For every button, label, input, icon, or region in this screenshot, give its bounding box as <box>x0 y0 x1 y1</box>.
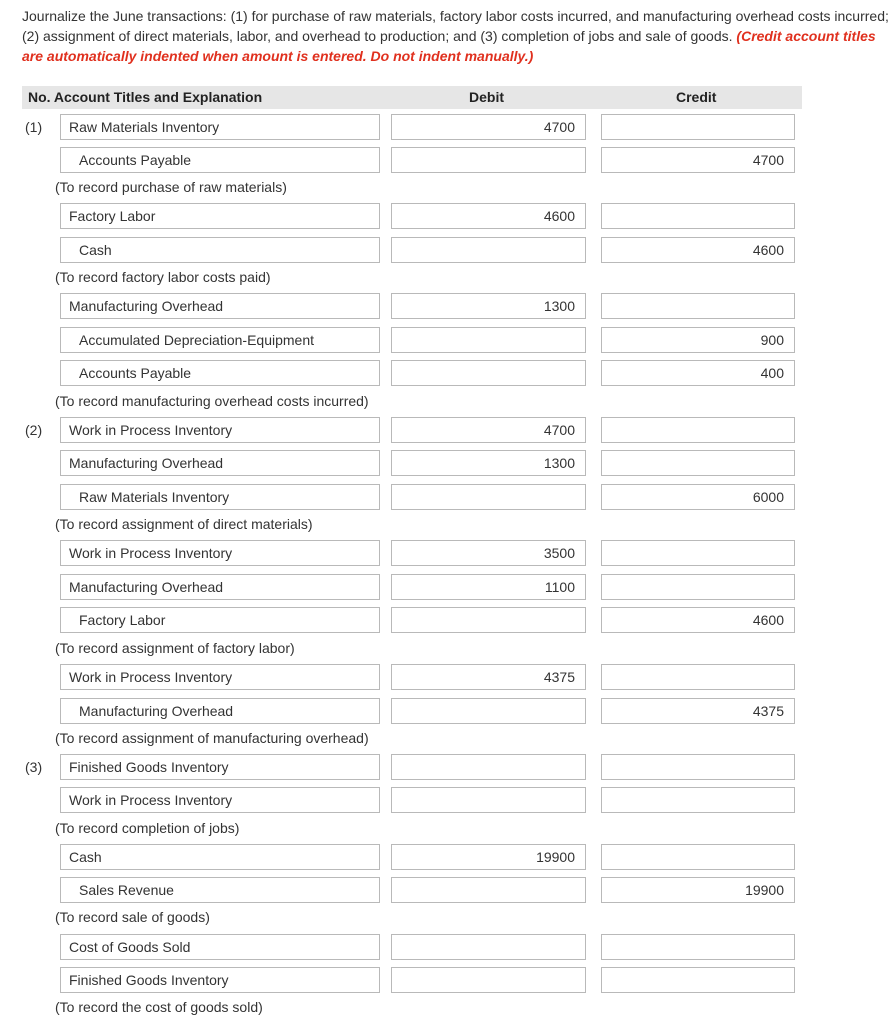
account-title-input[interactable]: Finished Goods Inventory <box>60 967 380 993</box>
credit-input[interactable]: 400 <box>601 360 795 386</box>
journal-row <box>0 844 896 872</box>
debit-input[interactable] <box>391 237 586 263</box>
journal-row <box>0 147 896 175</box>
credit-input[interactable]: 4600 <box>601 607 795 633</box>
account-title-input[interactable]: Accounts Payable <box>60 147 380 173</box>
debit-input[interactable] <box>391 360 586 386</box>
account-title-input[interactable]: Cost of Goods Sold <box>60 934 380 960</box>
debit-input[interactable]: 1100 <box>391 574 586 600</box>
account-title-input[interactable]: Work in Process Inventory <box>60 787 380 813</box>
journal-row <box>0 114 896 142</box>
entry-explanation: (To record manufacturing overhead costs incurred) <box>55 393 369 409</box>
instructions-text: Journalize the June transactions: (1) for purchase of raw materials, factory labor costs incurred, and manufacturing overhead costs incurred; (2) assignment of direct materials, labor, and overhead to production; and (3) completion of jobs and sale of goods. <box>22 8 889 44</box>
account-title-input[interactable]: Cash <box>60 237 380 263</box>
debit-input[interactable] <box>391 607 586 633</box>
account-title-input[interactable]: Accounts Payable <box>60 360 380 386</box>
credit-input[interactable]: 19900 <box>601 877 795 903</box>
account-title-input[interactable]: Raw Materials Inventory <box>60 114 380 140</box>
debit-input[interactable] <box>391 754 586 780</box>
entry-explanation: (To record assignment of factory labor) <box>55 640 295 656</box>
credit-input[interactable]: 4700 <box>601 147 795 173</box>
journal-row <box>0 540 896 568</box>
debit-input[interactable] <box>391 484 586 510</box>
debit-input[interactable] <box>391 327 586 353</box>
account-title-input[interactable]: Manufacturing Overhead <box>60 574 380 600</box>
header-account-titles: No. Account Titles and Explanation <box>28 89 263 105</box>
credit-input[interactable] <box>601 293 795 319</box>
journal-row <box>0 237 896 265</box>
debit-input[interactable]: 1300 <box>391 450 586 476</box>
credit-input[interactable] <box>601 540 795 566</box>
entry-explanation: (To record the cost of goods sold) <box>55 999 263 1015</box>
debit-input[interactable]: 1300 <box>391 293 586 319</box>
debit-input[interactable]: 4700 <box>391 114 586 140</box>
account-title-input[interactable]: Sales Revenue <box>60 877 380 903</box>
entry-explanation: (To record sale of goods) <box>55 909 210 925</box>
header-credit: Credit <box>676 89 717 105</box>
account-title-input[interactable]: Manufacturing Overhead <box>60 293 380 319</box>
journal-row <box>0 450 896 478</box>
journal-table-header <box>22 86 802 109</box>
credit-input[interactable] <box>601 664 795 690</box>
journal-row <box>0 877 896 905</box>
journal-row <box>0 574 896 602</box>
debit-input[interactable]: 19900 <box>391 844 586 870</box>
debit-input[interactable] <box>391 787 586 813</box>
account-title-input[interactable]: Factory Labor <box>60 607 380 633</box>
debit-input[interactable] <box>391 967 586 993</box>
debit-input[interactable]: 4600 <box>391 203 586 229</box>
debit-input[interactable]: 4375 <box>391 664 586 690</box>
account-title-input[interactable]: Work in Process Inventory <box>60 664 380 690</box>
entry-explanation: (To record completion of jobs) <box>55 820 240 836</box>
credit-input[interactable] <box>601 450 795 476</box>
debit-input[interactable] <box>391 147 586 173</box>
debit-input[interactable]: 4700 <box>391 417 586 443</box>
journal-row <box>0 484 896 512</box>
journal-row <box>0 607 896 635</box>
account-title-input[interactable]: Work in Process Inventory <box>60 540 380 566</box>
credit-input[interactable] <box>601 967 795 993</box>
header-debit: Debit <box>469 89 504 105</box>
credit-input[interactable]: 6000 <box>601 484 795 510</box>
account-title-input[interactable]: Work in Process Inventory <box>60 417 380 443</box>
account-title-input[interactable]: Finished Goods Inventory <box>60 754 380 780</box>
credit-input[interactable] <box>601 574 795 600</box>
account-title-input[interactable]: Manufacturing Overhead <box>60 450 380 476</box>
journal-row <box>0 293 896 321</box>
credit-input[interactable]: 4375 <box>601 698 795 724</box>
account-title-input[interactable]: Manufacturing Overhead <box>60 698 380 724</box>
account-title-input[interactable]: Cash <box>60 844 380 870</box>
journal-row <box>0 754 896 782</box>
account-title-input[interactable]: Factory Labor <box>60 203 380 229</box>
journal-row <box>0 360 896 388</box>
credit-input[interactable] <box>601 114 795 140</box>
entry-number: (3) <box>25 759 43 775</box>
account-title-input[interactable]: Accumulated Depreciation-Equipment <box>60 327 380 353</box>
credit-input[interactable]: 900 <box>601 327 795 353</box>
journal-row <box>0 967 896 995</box>
credit-input[interactable] <box>601 203 795 229</box>
credit-input[interactable] <box>601 417 795 443</box>
journal-row <box>0 787 896 815</box>
journal-row <box>0 664 896 692</box>
journal-row <box>0 417 896 445</box>
journal-row <box>0 698 896 726</box>
instructions <box>22 6 890 66</box>
entry-number: (2) <box>25 422 43 438</box>
credit-input[interactable] <box>601 844 795 870</box>
credit-input[interactable] <box>601 934 795 960</box>
entry-explanation: (To record purchase of raw materials) <box>55 179 287 195</box>
account-title-input[interactable]: Raw Materials Inventory <box>60 484 380 510</box>
debit-input[interactable] <box>391 698 586 724</box>
entry-number: (1) <box>25 119 43 135</box>
entry-explanation: (To record assignment of manufacturing overhead) <box>55 730 369 746</box>
debit-input[interactable] <box>391 877 586 903</box>
entry-explanation: (To record factory labor costs paid) <box>55 269 271 285</box>
instructions-note: (Credit account titles are automatically indented when amount is entered. Do not indent manually.) <box>22 28 876 64</box>
credit-input[interactable]: 4600 <box>601 237 795 263</box>
debit-input[interactable] <box>391 934 586 960</box>
credit-input[interactable] <box>601 754 795 780</box>
journal-row <box>0 327 896 355</box>
journal-row <box>0 203 896 231</box>
debit-input[interactable]: 3500 <box>391 540 586 566</box>
credit-input[interactable] <box>601 787 795 813</box>
entry-explanation: (To record assignment of direct materials) <box>55 516 313 532</box>
journal-row <box>0 934 896 962</box>
